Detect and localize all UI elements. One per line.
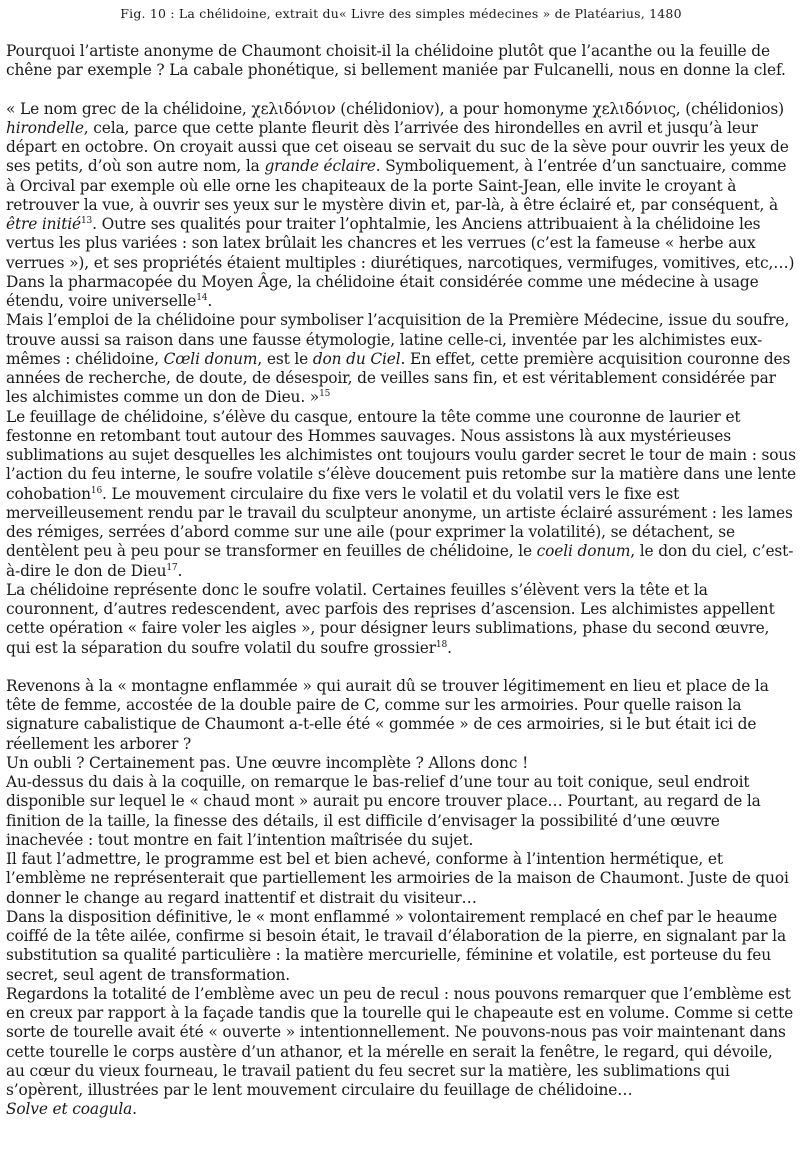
paragraph-montagne <box>6 677 796 754</box>
text-run: Mais l’emploi de la chélidoine pour symboliser l’acquisition de la Première Médecine, issue du soufre, trouve aussi sa raison dans une fausse étymologie, latine celle-ci, inventée par les alchimistes eux-mêmes : chélidoine, <box>6 311 790 368</box>
italic-term: don du Ciel <box>312 349 401 368</box>
paragraph-solve <box>6 1100 796 1119</box>
footnote-ref: 17 <box>166 562 178 573</box>
text-run: , est le <box>257 349 313 368</box>
text-run: Le feuillage de chélidoine, s’élève du casque, entoure la tête comme une couronne de laurier et festonne en retombant tout autour des Hommes sauvages. Nous assistons là aux mystérieuses sublimations au sujet desquelles les alchimistes ont toujours voulu garder secret le tour de main : sous l’action du feu interne, le soufre volatile s’élève doucement puis retombe sur la matière dans une lente cohobation <box>6 407 796 503</box>
text-run: Regardons la totalité de l’emblème avec un peu de recul : nous pouvons remarquer que l’emblème est en creux par rapport à la façade tandis que la tourelle qui le chapeaute est en volume. Comme si cette sorte de tourelle avait été « ouverte » intentionnellement. Ne pouvons-nous pas voir maintenant dans cette tourelle le corps austère d’un athanor, et la mérelle en serait la fenêtre, le regard, qui dévoile, au cœur du vieux fourneau, le travail patient du feu secret sur la matière, les sublimations qui s’opèrent, illustrées par le lent mouvement circulaire du feuillage de chélidoine… <box>6 984 794 1099</box>
text-run: La chélidoine représente donc le soufre volatil. Certaines feuilles s’élèvent vers la tête et la couronnent, d’autres redescendent, avec parfois des reprises d’ascension. Les alchimistes appellent cette opération « faire voler les aigles », pour désigner leurs sublimations, phase du second œuvre, qui est la séparation du soufre volatil du soufre grossier <box>6 580 775 657</box>
text-run: Il faut l’admettre, le programme est bel et bien achevé, conforme à l’intention hermétique, et l’emblème ne représenterait que partiellement les armoiries de la maison de Chaumont. Juste de quoi donner le change au regard inattentif et distrait du visiteur… <box>6 850 789 907</box>
footnote-ref: 16 <box>90 485 103 496</box>
text-run: . <box>207 292 213 310</box>
text-run: , cela, parce que cette plante fleurit dès l’arrivée des hirondelles en avril et jusqu’à leur départ en octobre. On croyait aussi que cet oiseau se servait du suc de la sève pour ouvrir les yeux de ses petits, d’où son autre nom, la <box>6 118 789 176</box>
text-run: « Le nom grec de la chélidoine, χελιδόνιον (chélidoniov), a pour homonyme χελιδόνιος, (chélidonios) <box>6 99 784 118</box>
italic-term: coeli donum <box>536 542 631 561</box>
document-body <box>6 42 796 1120</box>
figure-caption: Fig. 10 : La chélidoine, extrait du« Livre des simples médecines » de Platéarius, 1480 <box>120 6 682 21</box>
paragraph-dais <box>6 773 796 850</box>
footnote-ref: 15 <box>319 389 331 400</box>
text-run: Un oubli ? Certainement pas. Une œuvre incomplète ? Allons donc ! <box>6 753 529 772</box>
italic-term: Cœli donum <box>163 349 258 368</box>
text-run: Pourquoi l’artiste anonyme de Chaumont choisit-il la chélidoine plutôt que l’acanthe ou la feuille de chêne par exemple ? La cabale phonétique, si bellement maniée par Fulcanelli, nous en donne la clef. <box>6 42 786 80</box>
paragraph-programme <box>6 850 796 908</box>
text-run: . Symboliquement, à l’entrée d’un sanctuaire, comme à Orcival par exemple où elle orne les chapiteaux de la porte Saint-Jean, elle invite le croyant à retrouver la vue, à ouvrir ses yeux sur le mystère divin et, par-là, à être éclairé et, par conséquent, à <box>6 157 787 214</box>
italic-term: Solve et coagula <box>6 1100 133 1119</box>
footnote-ref: 18 <box>435 639 448 650</box>
text-run: . Outre ses qualités pour traiter l’ophtalmie, les Anciens attribuaient à la chélidoine les vertus les plus variées : son latex brûlait les chancres et les verrues (c’est la fameuse « herbe aux verrues »), et ses propriétés étaient multiples : diurétiques, narcotiques, vermifuges, vomitives, etc,…) Dans la pharmacopée du Moyen Âge, la chélidoine était considérée comme une médecine à usage étendu, voire universelle <box>6 215 795 310</box>
document-page <box>6 0 796 1120</box>
paragraph-quote <box>6 100 796 312</box>
paragraph-soufre-volatil <box>6 581 796 658</box>
paragraph-disposition <box>6 908 796 985</box>
italic-term: grande éclaire <box>264 157 376 176</box>
text-run: . <box>132 1100 137 1119</box>
text-run: , le don du ciel, c’est-à-dire le don de Dieu <box>6 542 794 580</box>
text-run: Revenons à la « montagne enflammée » qui aurait dû se trouver légitimement en lieu et place de la tête de femme, accostée de la double paire de C, comme sur les armoiries. Pour quelle raison la signature cabalistique de Chaumont a-t-elle été « gommée » de ces armoiries, si le but était ici de réellement les arborer ? <box>6 676 769 753</box>
text-run: . <box>447 638 452 657</box>
text-run: . En effet, cette première acquisition couronne des années de recherche, de doute, de désespoir, de veilles sans fin, et est véritablement considérée par les alchimistes comme un don de Dieu. » <box>6 349 791 407</box>
footnote-ref: 13 <box>80 215 93 226</box>
paragraph-intro <box>6 42 796 81</box>
italic-term: être initié <box>6 215 81 233</box>
paragraph-premiere-medecine <box>6 311 796 407</box>
footnote-ref: 14 <box>196 292 208 303</box>
paragraph-regardons <box>6 985 796 1101</box>
paragraph-oubli <box>6 754 796 773</box>
paragraph-feuillage <box>6 408 796 581</box>
text-run: Au-dessus du dais à la coquille, on remarque le bas-relief d’une tour au toit conique, seul endroit disponible sur lequel le « chaud mont » aurait pu encore trouver place… Pourtant, au regard de la finition de la taille, la finesse des détails, il est difficile d’envisager la possibilité d’une œuvre inachevée : tout montre en fait l’intention maîtrisée du sujet. <box>6 773 761 849</box>
italic-term: hirondelle <box>6 118 84 137</box>
text-run: Dans la disposition définitive, le « mont enflammé » volontairement remplacé en chef par le heaume coiffé de la tête ailée, confirme si besoin était, le travail d’élaboration de la pierre, en signalant par la substitution sa qualité particulière : la matière mercurielle, féminine et volatile, est porteuse du feu secret, seul agent de transformation. <box>6 907 786 984</box>
text-run: . <box>177 561 183 580</box>
text-run: . Le mouvement circulaire du fixe vers le volatil et du volatil vers le fixe est merveilleusement rendu par le travail du sculpteur anonyme, un artiste éclairé assurément : les lames des rémiges, serrées d’abord comme sur une aile (pour exprimer la volatilité), se détachent, se dentèlent peu à peu pour se transformer en feuilles de chélidoine, le <box>6 484 793 561</box>
